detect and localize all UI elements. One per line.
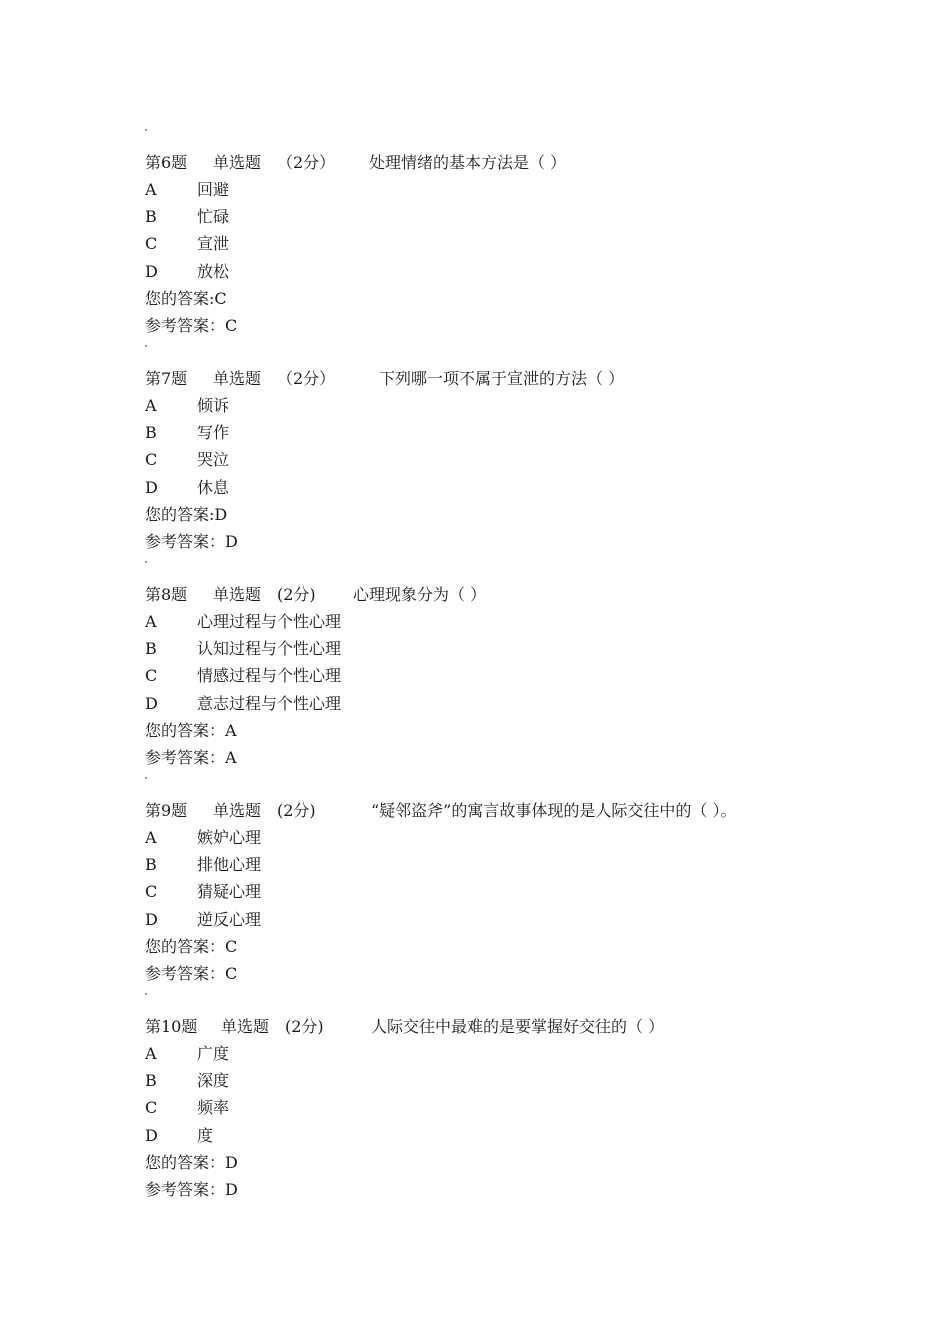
option-b bbox=[145, 851, 845, 878]
question-header bbox=[145, 797, 845, 824]
reference-answer: 参考答案：D bbox=[145, 1179, 238, 1199]
option-letter: D bbox=[145, 261, 158, 281]
option-text: 逆反心理 bbox=[197, 909, 262, 929]
your-answer: 您的答案：A bbox=[145, 720, 237, 740]
option-text: 忙碌 bbox=[197, 207, 230, 227]
option-letter: A bbox=[145, 396, 157, 415]
option-letter: B bbox=[145, 207, 157, 227]
question-number: 第9题 bbox=[145, 801, 188, 820]
question-6 bbox=[145, 149, 845, 339]
option-text: 嫉妒心理 bbox=[197, 828, 262, 847]
option-c bbox=[145, 230, 845, 257]
option-d bbox=[145, 258, 845, 285]
option-letter: C bbox=[145, 882, 158, 902]
option-letter: A bbox=[145, 612, 157, 631]
question-7 bbox=[145, 365, 845, 555]
option-letter: C bbox=[145, 234, 158, 254]
option-letter: B bbox=[145, 855, 157, 875]
option-text: 宣泄 bbox=[197, 234, 230, 254]
question-score: （2分） bbox=[277, 153, 336, 172]
option-letter: D bbox=[145, 693, 158, 713]
option-letter: D bbox=[145, 909, 158, 929]
paragraph-marker bbox=[145, 129, 147, 131]
question-number: 第10题 bbox=[145, 1017, 198, 1036]
option-a bbox=[145, 1040, 845, 1067]
question-stem: 处理情绪的基本方法是（ ） bbox=[369, 153, 567, 172]
reference-answer: 参考答案：D bbox=[145, 531, 238, 551]
option-letter: C bbox=[145, 450, 158, 470]
option-text: 休息 bbox=[197, 477, 230, 497]
option-c bbox=[145, 878, 845, 905]
question-10 bbox=[145, 1013, 845, 1203]
question-number: 第6题 bbox=[145, 153, 188, 172]
question-stem: 下列哪一项不属于宣泄的方法（ ） bbox=[379, 369, 625, 388]
question-stem: 心理现象分为（ ） bbox=[353, 585, 487, 604]
option-letter: C bbox=[145, 666, 158, 686]
option-text: 深度 bbox=[197, 1071, 230, 1091]
paragraph-marker bbox=[145, 345, 147, 347]
question-score: (2分) bbox=[285, 1017, 324, 1036]
paragraph-marker bbox=[145, 993, 147, 995]
paragraph-marker bbox=[145, 561, 147, 563]
reference-answer: 参考答案：C bbox=[145, 315, 238, 335]
option-text: 心理过程与个性心理 bbox=[197, 612, 342, 631]
reference-answer: 参考答案：A bbox=[145, 747, 237, 767]
option-letter: D bbox=[145, 477, 158, 497]
question-stem: “疑邻盗斧”的寓言故事体现的是人际交往中的（ ）。 bbox=[371, 801, 737, 820]
question-header bbox=[145, 581, 845, 608]
option-b bbox=[145, 635, 845, 662]
option-letter: A bbox=[145, 1044, 157, 1063]
option-b bbox=[145, 419, 845, 446]
option-letter: B bbox=[145, 1071, 157, 1091]
option-text: 放松 bbox=[197, 261, 230, 281]
option-text: 认知过程与个性心理 bbox=[197, 639, 342, 659]
option-text: 猜疑心理 bbox=[197, 882, 262, 902]
question-score: (2分) bbox=[277, 801, 316, 820]
question-header bbox=[145, 1013, 845, 1040]
option-d bbox=[145, 690, 845, 717]
option-text: 情感过程与个性心理 bbox=[197, 666, 342, 686]
option-d bbox=[145, 474, 845, 501]
question-type: 单选题 bbox=[213, 369, 262, 388]
option-b bbox=[145, 203, 845, 230]
option-text: 哭泣 bbox=[197, 450, 230, 470]
option-a bbox=[145, 176, 845, 203]
question-9 bbox=[145, 797, 845, 987]
option-c bbox=[145, 1094, 845, 1121]
option-text: 写作 bbox=[197, 423, 230, 443]
option-letter: A bbox=[145, 828, 157, 847]
question-type: 单选题 bbox=[213, 153, 262, 172]
option-a bbox=[145, 392, 845, 419]
option-c bbox=[145, 446, 845, 473]
question-score: （2分） bbox=[277, 369, 336, 388]
question-8 bbox=[145, 581, 845, 771]
option-a bbox=[145, 824, 845, 851]
option-c bbox=[145, 662, 845, 689]
option-text: 排他心理 bbox=[197, 855, 262, 875]
question-type: 单选题 bbox=[213, 585, 262, 604]
question-header bbox=[145, 149, 845, 176]
option-text: 广度 bbox=[197, 1044, 230, 1063]
option-d bbox=[145, 906, 845, 933]
option-letter: A bbox=[145, 180, 157, 199]
paragraph-marker bbox=[145, 777, 147, 779]
option-d bbox=[145, 1122, 845, 1149]
your-answer: 您的答案:D bbox=[145, 504, 228, 524]
reference-answer: 参考答案：C bbox=[145, 963, 238, 983]
question-type: 单选题 bbox=[213, 801, 262, 820]
option-a bbox=[145, 608, 845, 635]
option-text: 意志过程与个性心理 bbox=[197, 693, 342, 713]
option-letter: B bbox=[145, 423, 157, 443]
option-text: 回避 bbox=[197, 180, 230, 199]
option-text: 度 bbox=[197, 1125, 214, 1145]
your-answer: 您的答案：C bbox=[145, 936, 238, 956]
option-b bbox=[145, 1067, 845, 1094]
question-header bbox=[145, 365, 845, 392]
question-stem: 人际交往中最难的是要掌握好交往的（ ） bbox=[371, 1017, 665, 1036]
option-text: 倾诉 bbox=[197, 396, 230, 415]
question-type: 单选题 bbox=[221, 1017, 270, 1036]
your-answer: 您的答案:C bbox=[145, 288, 227, 308]
option-letter: B bbox=[145, 639, 157, 659]
question-score: (2分) bbox=[277, 585, 316, 604]
your-answer: 您的答案：D bbox=[145, 1152, 238, 1172]
option-letter: C bbox=[145, 1098, 158, 1118]
option-text: 频率 bbox=[197, 1098, 230, 1118]
question-number: 第8题 bbox=[145, 585, 188, 604]
question-number: 第7题 bbox=[145, 369, 188, 388]
option-letter: D bbox=[145, 1125, 158, 1145]
